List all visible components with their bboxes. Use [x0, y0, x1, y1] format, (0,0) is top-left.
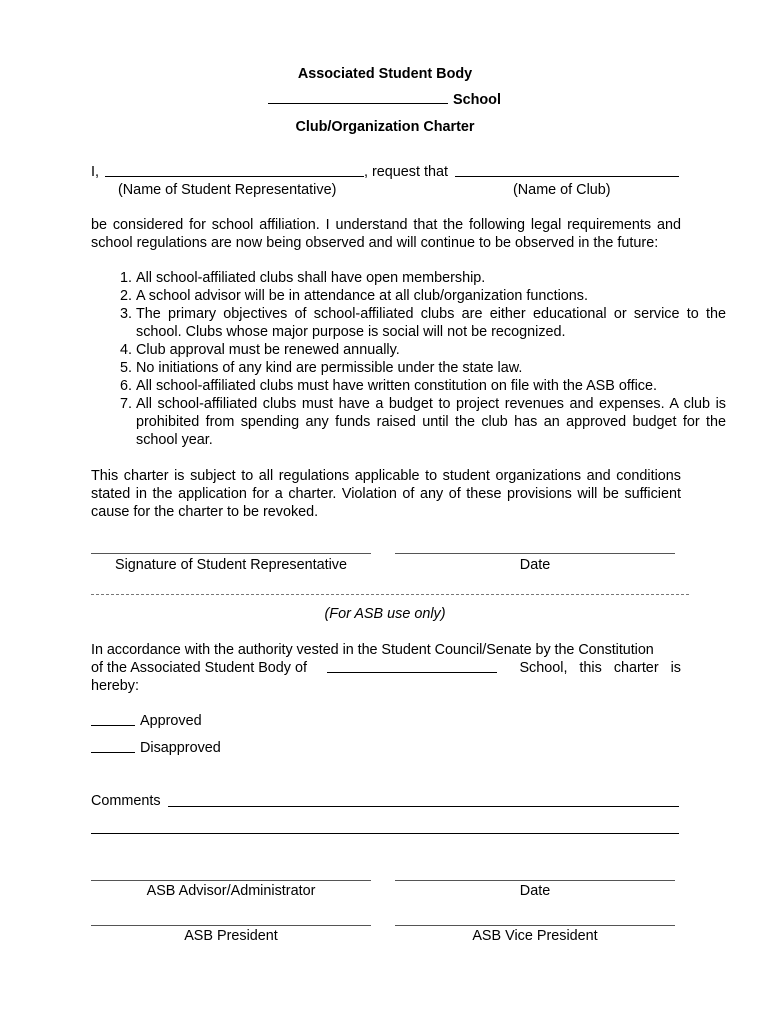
list-item: 5. No initiations of any kind are permissible under the state law. — [136, 359, 726, 377]
authority-line-1: In accordance with the authority vested in the Student Council/Senate by the Constitution — [91, 642, 654, 658]
advisor-date-label: Date — [519, 883, 551, 899]
asb-use-note: (For ASB use only) — [324, 606, 446, 622]
list-item: 1. All school-affiliated clubs shall have open membership. — [136, 269, 726, 287]
form-subtitle: Club/Organization Charter — [295, 119, 475, 135]
vice-president-label: ASB Vice President — [472, 928, 598, 944]
vice-president-signature-line[interactable] — [395, 925, 675, 926]
advisor-signature-line[interactable] — [91, 880, 371, 881]
student-date-line[interactable] — [395, 553, 675, 554]
date-label: Date — [519, 557, 551, 573]
list-item: 7. All school-affiliated clubs must have a budget to project revenues and expenses. A club is prohibited from spending any funds raised until the club has an approved budget for the school year. — [136, 395, 726, 449]
intro-paragraph: be considered for school affiliation. I understand that the following legal requirements and school regulations are now being observed and will continue to be observed in the future: — [91, 217, 681, 251]
school-name-line[interactable] — [268, 103, 448, 104]
requirements-list — [91, 269, 726, 449]
section-divider — [91, 594, 689, 595]
advisor-date-line[interactable] — [395, 880, 675, 881]
signature-label: Signature of Student Representative — [115, 557, 347, 573]
approved-label: Approved — [140, 713, 202, 729]
request-prefix: I, — [91, 164, 99, 180]
list-item: 4. Club approval must be renewed annually. — [136, 341, 726, 359]
charter-paragraph: This charter is subject to all regulations applicable to student organizations and conditions stated in the application for a charter. Violation of any of these provisions will be sufficient cause for the charter to be revoked. — [91, 468, 681, 520]
form-title: Associated Student Body — [297, 66, 473, 82]
list-item: 2. A school advisor will be in attendance at all club/organization functions. — [136, 287, 726, 305]
club-name-line[interactable] — [455, 176, 679, 177]
student-rep-name-line[interactable] — [105, 176, 364, 177]
president-signature-line[interactable] — [91, 925, 371, 926]
student-signature-line[interactable] — [91, 553, 371, 554]
comments-line-2[interactable] — [91, 833, 679, 834]
approved-blank[interactable] — [91, 725, 135, 726]
authority-line-2-prefix: of the Associated Student Body of — [91, 660, 308, 676]
president-label: ASB President — [184, 928, 278, 944]
list-item: 3. The primary objectives of school-affiliated clubs are either educational or service to the school. Clubs whose major purpose is social will not be recognized. — [136, 305, 726, 341]
club-caption: (Name of Club) — [513, 182, 611, 198]
advisor-label: ASB Advisor/Administrator — [146, 883, 316, 899]
comments-line-1[interactable] — [168, 806, 679, 807]
authority-line-3: hereby: — [91, 678, 139, 694]
authority-line-2-suffix: School, this charter is — [519, 660, 681, 676]
school-suffix: School — [453, 92, 501, 108]
disapproved-label: Disapproved — [140, 740, 221, 756]
list-item: 6. All school-affiliated clubs must have written constitution on file with the ASB office. — [136, 377, 726, 395]
rep-caption: (Name of Student Representative) — [118, 182, 337, 198]
asb-school-line[interactable] — [327, 672, 497, 673]
request-middle: , request that — [364, 164, 448, 180]
disapproved-blank[interactable] — [91, 752, 135, 753]
comments-label: Comments — [91, 793, 161, 809]
